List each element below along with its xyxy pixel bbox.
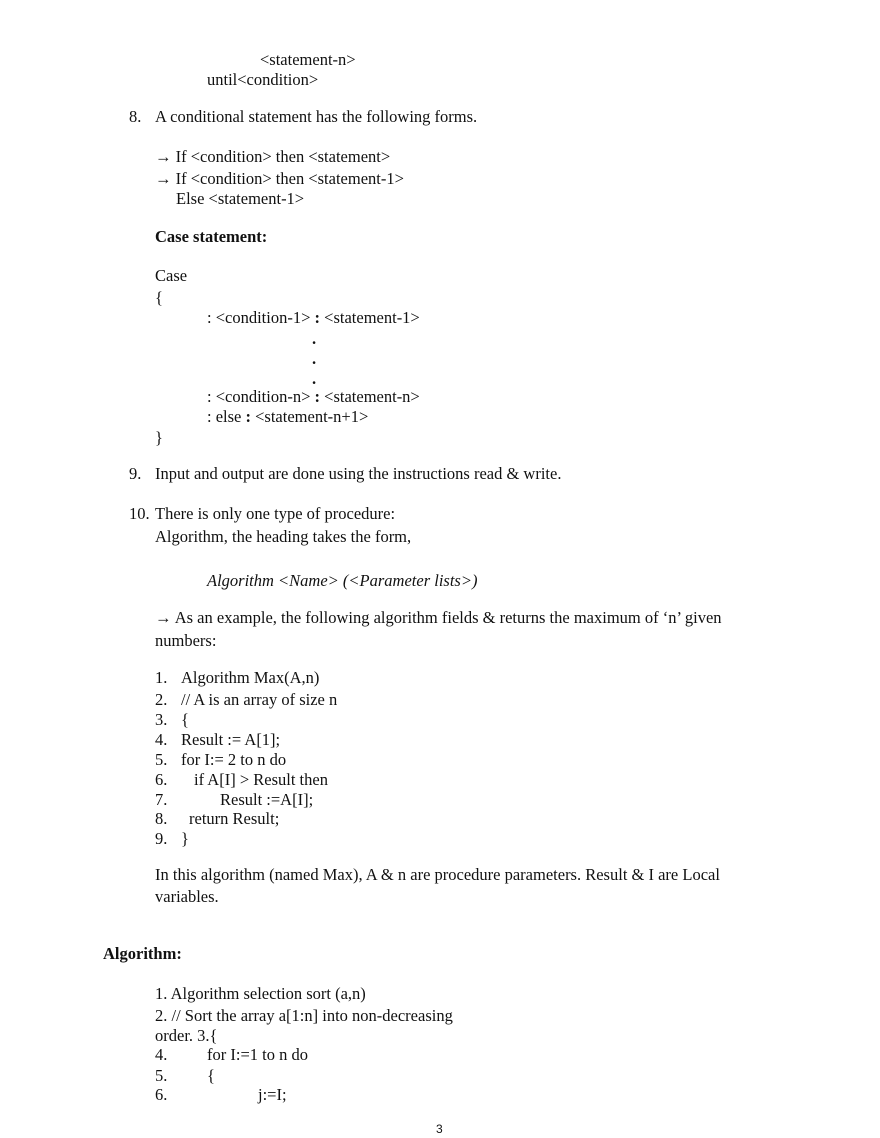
code-line: for I:=1 to n do — [207, 1045, 308, 1064]
text-line: until<condition> — [207, 70, 319, 89]
code-line: Result :=A[I]; — [220, 790, 314, 809]
code-line: order. 3.{ — [155, 1026, 218, 1045]
code-line-number: 6. — [155, 1085, 168, 1104]
text-line: variables. — [155, 887, 219, 906]
text-span: : else — [207, 407, 246, 426]
text-span: <statement-n> — [320, 387, 420, 406]
code-line: // A is an array of size n — [181, 690, 338, 709]
text-span: : — [245, 407, 251, 426]
list-number: 9. — [129, 464, 142, 483]
text-line: <statement-n> — [260, 50, 356, 69]
text-span: : <condition-1> — [207, 308, 315, 327]
code-line: return Result; — [189, 809, 280, 828]
text-line: { — [155, 288, 163, 307]
ellipsis-dot: . — [312, 369, 317, 388]
text-span: <statement-n+1> — [251, 407, 369, 426]
code-line-number: 1. — [155, 668, 168, 687]
code-line: { — [207, 1066, 215, 1085]
code-line-number: 5. — [155, 1066, 168, 1085]
code-line: Algorithm Max(A,n) — [181, 668, 320, 687]
text-line: A conditional statement has the following forms. — [155, 107, 478, 126]
ellipsis-dot: . — [312, 349, 317, 368]
code-line-number: 4. — [155, 1045, 168, 1064]
text-line: Algorithm, the heading takes the form, — [155, 527, 412, 546]
section-heading: Case statement: — [155, 227, 268, 246]
code-line: 1. Algorithm selection sort (a,n) — [155, 984, 366, 1003]
text-line: → If <condition> then <statement> — [155, 147, 391, 166]
text-span: : <condition-n> — [207, 387, 315, 406]
text-line — [207, 308, 420, 328]
code-line-number: 9. — [155, 829, 168, 848]
text-span: <statement-1> — [320, 308, 420, 327]
code-line: j:=I; — [258, 1085, 287, 1104]
text-line: } — [155, 428, 163, 447]
text-span: : — [314, 308, 321, 327]
code-line: { — [181, 710, 189, 729]
algorithm-heading-form: Algorithm <Name> (<Parameter lists>) — [207, 571, 478, 590]
text-line: Input and output are done using the instructions read & write. — [155, 464, 562, 483]
section-heading: Algorithm: — [103, 944, 182, 963]
code-line: if A[I] > Result then — [194, 770, 328, 789]
text-span: : — [314, 387, 321, 406]
text-line: → If <condition> then <statement-1> — [155, 169, 404, 188]
text-line: There is only one type of procedure: — [155, 504, 396, 523]
list-number: 10. — [129, 504, 150, 523]
text-line: Case — [155, 266, 188, 285]
code-line-number: 7. — [155, 790, 168, 809]
code-line: Result := A[1]; — [181, 730, 281, 749]
code-line-number: 6. — [155, 770, 168, 789]
code-line: 2. // Sort the array a[1:n] into non-decreasing — [155, 1006, 453, 1025]
code-line: } — [181, 829, 189, 848]
code-line-number: 5. — [155, 750, 168, 769]
code-line-number: 3. — [155, 710, 168, 729]
list-number: 8. — [129, 107, 142, 126]
ellipsis-dot: . — [312, 329, 317, 348]
text-line: In this algorithm (named Max), A & n are procedure parameters. Result & I are Local — [155, 865, 720, 884]
text-line — [207, 387, 420, 407]
code-line-number: 8. — [155, 809, 168, 828]
text-line: numbers: — [155, 631, 217, 650]
code-line: for I:= 2 to n do — [181, 750, 287, 769]
text-line: → As an example, the following algorithm fields & returns the maximum of ‘n’ given — [155, 608, 722, 627]
code-line-number: 4. — [155, 730, 168, 749]
page-number: 3 — [436, 1122, 443, 1136]
code-line-number: 2. — [155, 690, 168, 709]
text-line: Else <statement-1> — [176, 189, 305, 208]
text-line — [207, 407, 368, 427]
